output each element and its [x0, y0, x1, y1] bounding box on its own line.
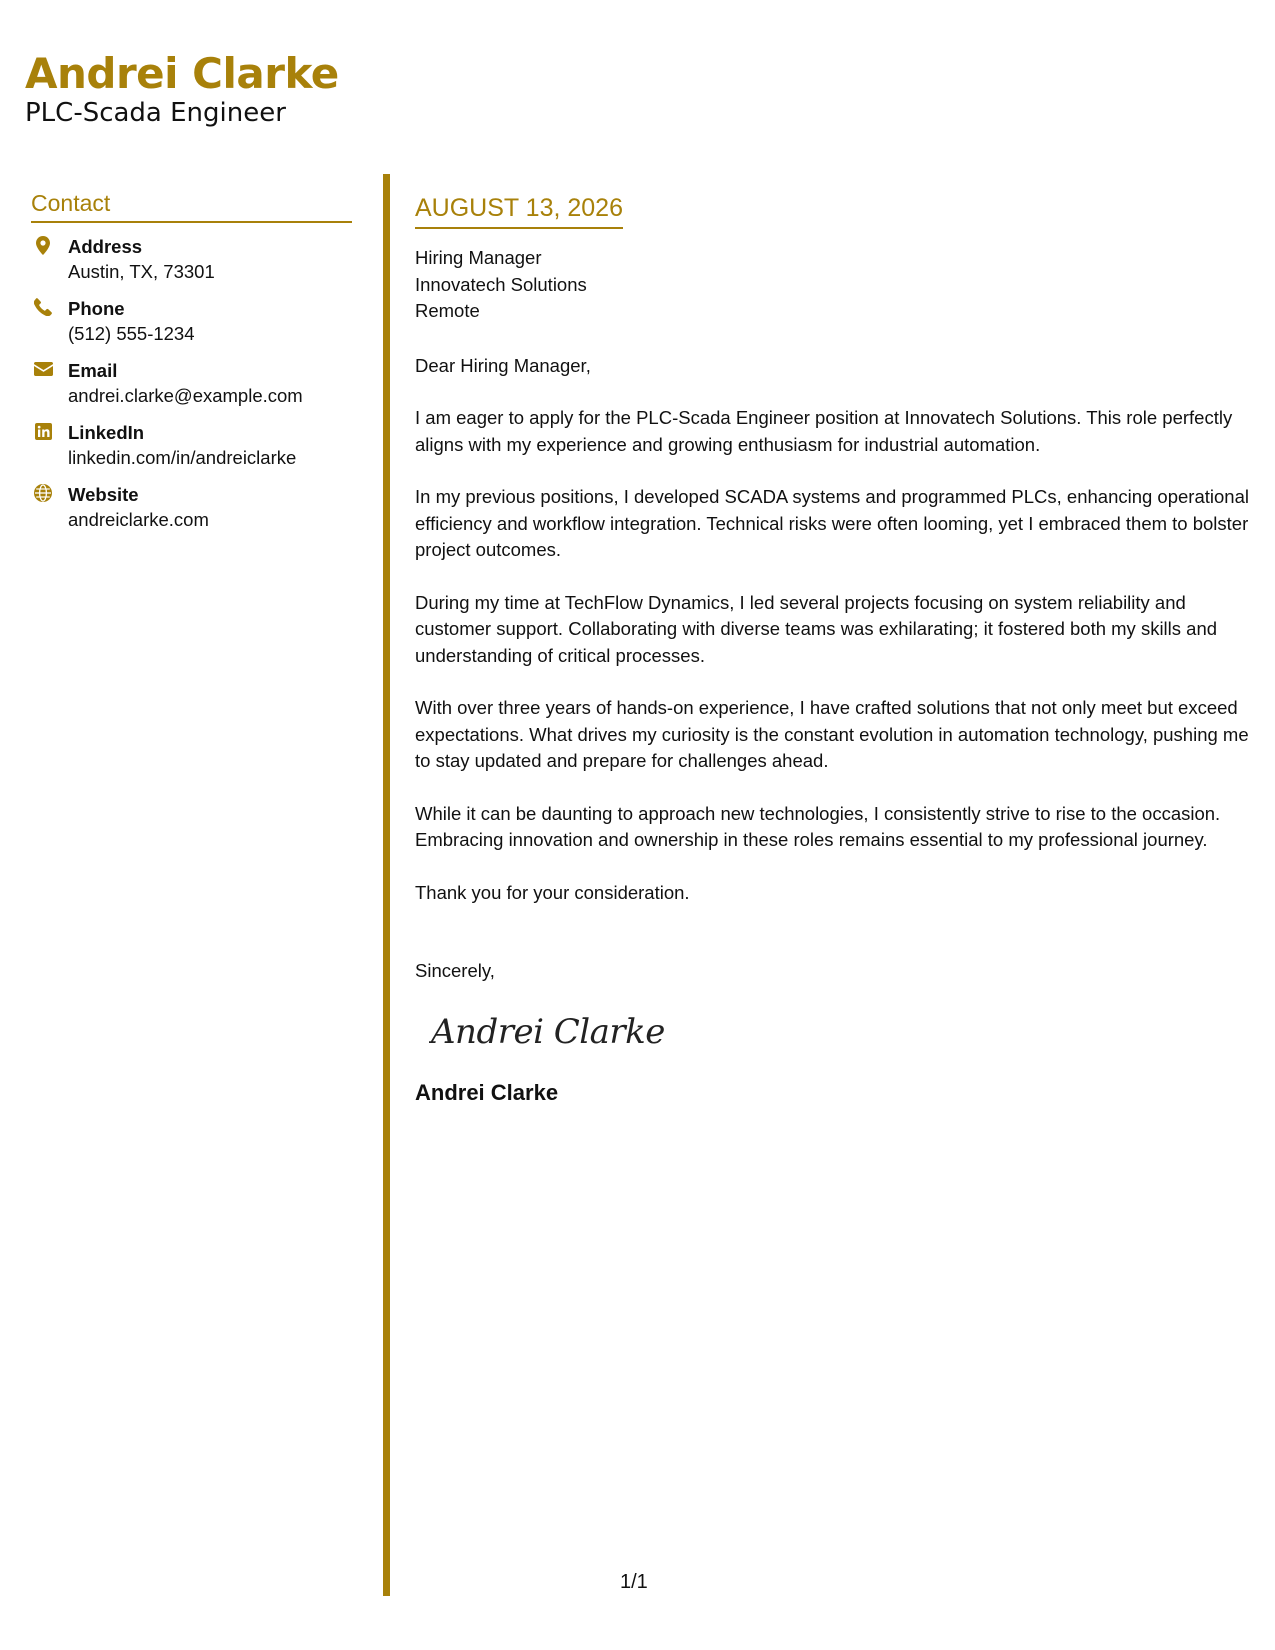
- contact-label: Website: [68, 484, 139, 505]
- handwritten-signature: [429, 1001, 669, 1055]
- contact-text: [68, 420, 296, 470]
- contact-label: Phone: [68, 298, 125, 319]
- body-paragraph: During my time at TechFlow Dynamics, I led several projects focusing on system reliability and customer support. Collaborating with diverse teams was exhilarating; it fostered both my skills and understanding of critical processes.: [415, 591, 1218, 666]
- body-paragraph: I am eager to apply for the PLC-Scada Engineer position at Innovatech Solutions. This role perfectly aligns with my experience and growing enthusiasm for industrial automation.: [415, 407, 1233, 455]
- address-value: Austin, TX, 73301: [68, 261, 215, 282]
- linkedin-value: linkedin.com/in/andreiclarke: [68, 447, 297, 468]
- body-paragraph: Thank you for your consideration.: [415, 881, 690, 903]
- recipient-line: Innovatech Solutions: [415, 273, 587, 295]
- job-title: PLC-Scada Engineer: [25, 98, 286, 128]
- map-pin-icon: [33, 235, 53, 255]
- contact-heading: Contact: [31, 188, 352, 223]
- envelope-icon: [33, 359, 53, 379]
- applicant-name: Andrei Clarke: [25, 49, 339, 98]
- contact-item-email: [31, 358, 352, 408]
- contact-text: [68, 358, 303, 408]
- website-value: andreiclarke.com: [68, 509, 209, 530]
- recipient-block: [415, 245, 1255, 325]
- contact-text: [68, 234, 215, 284]
- contact-item-website: [31, 482, 352, 532]
- signed-name: Andrei Clarke: [415, 1079, 559, 1105]
- email-value: andrei.clarke@example.com: [68, 385, 303, 406]
- letter-header: [25, 48, 339, 128]
- linkedin-icon: [33, 421, 53, 441]
- contact-text: [68, 482, 209, 532]
- contact-item-phone: [31, 296, 352, 346]
- contact-label: Address: [68, 236, 143, 257]
- contact-text: [68, 296, 195, 346]
- body-paragraph: With over three years of hands-on experience, I have crafted solutions that not only meet but exceed expectations. What drives my curiosity is the constant evolution in automation technology, pushing me to stay updated and prepare for challenges ahead.: [415, 697, 1249, 771]
- vertical-divider: [383, 174, 390, 1596]
- globe-icon: [33, 483, 53, 503]
- letter-date: AUGUST 13, 2026: [415, 192, 623, 229]
- contact-item-address: [31, 234, 352, 284]
- recipient-line: Hiring Manager: [415, 247, 542, 268]
- contact-label: LinkedIn: [68, 422, 145, 443]
- contact-list: [31, 234, 352, 532]
- svg-text:Andrei Clarke: Andrei Clarke: [431, 1011, 665, 1052]
- body-paragraph: While it can be daunting to approach new technologies, I consistently strive to rise to the occasion. Embracing innovation and ownership in these roles remains essential to my professional journey.: [415, 802, 1221, 850]
- letter-body: [415, 192, 1255, 1107]
- recipient-line: Remote: [415, 300, 480, 321]
- page-number: 1/1: [620, 1571, 648, 1593]
- phone-icon: [33, 297, 53, 317]
- phone-value: (512) 555-1234: [68, 323, 195, 344]
- body-paragraph: In my previous positions, I developed SCADA systems and programmed PLCs, enhancing operational efficiency and workflow integration. Technical risks were often looming, yet I embraced them to bolster project outcomes.: [415, 486, 1249, 560]
- contact-item-linkedin: [31, 420, 352, 470]
- salutation: Dear Hiring Manager,: [415, 354, 591, 376]
- contact-sidebar: [31, 188, 352, 544]
- closing: Sincerely,: [415, 960, 495, 981]
- contact-label: Email: [68, 360, 118, 381]
